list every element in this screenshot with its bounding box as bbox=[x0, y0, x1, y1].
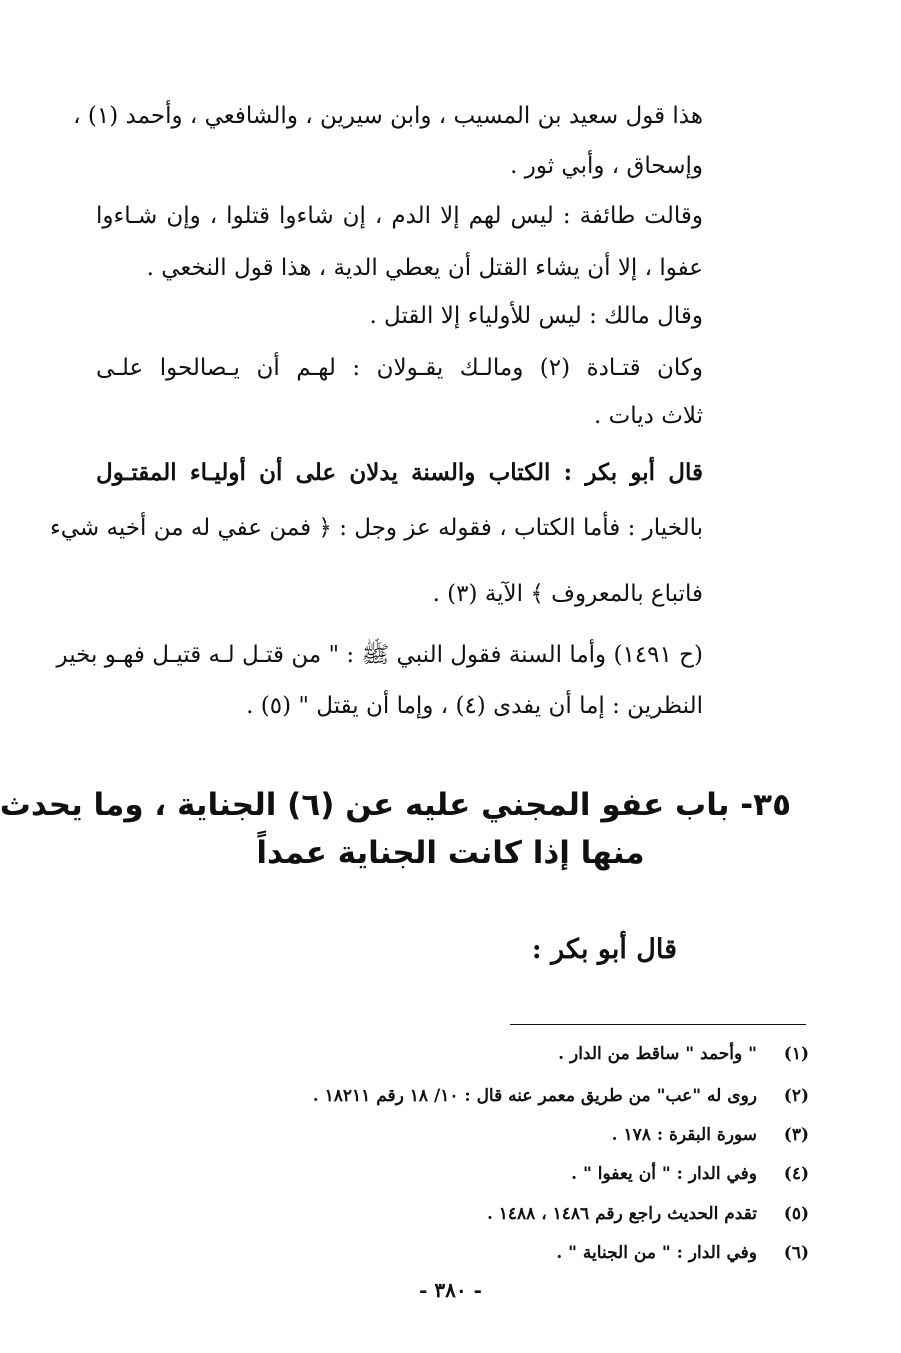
body-line-12: النظرين : إما أن يفدى (٤) ، وإما أن يقتل " (٥) . bbox=[246, 693, 703, 719]
body-line-10: فاتباع بالمعروف ﴾ الآية (٣) . bbox=[432, 581, 703, 607]
footnote-6-number: (٦) bbox=[783, 1243, 809, 1263]
body-line-11: (ح ١٤٩١) وأما السنة فقول النبي ﷺ : " من قتـل لـه قتيـل فهـو بخير bbox=[56, 642, 703, 668]
footnote-5-text: تقدم الحديث راجع رقم ١٤٨٦ ، ١٤٨٨ . bbox=[486, 1204, 757, 1224]
chapter-title-line-2: منها إذا كانت الجناية عمداً bbox=[256, 835, 645, 871]
footnote-2-number: (٢) bbox=[783, 1086, 809, 1106]
footnote-1-number: (١) bbox=[783, 1044, 809, 1064]
body-line-1: هذا قول سعيد بن المسيب ، وابن سيرين ، والشافعي ، وأحمد (١) ، bbox=[73, 103, 703, 129]
closing-line: قال أبو بكر : bbox=[531, 934, 677, 965]
body-line-7: ثلاث ديات . bbox=[593, 403, 703, 429]
chapter-title-line-1: ٣٥- باب عفو المجني عليه عن (٦) الجناية ، وما يحدث bbox=[0, 787, 791, 823]
footnote-4-number: (٤) bbox=[783, 1164, 809, 1184]
footnote-4-text: وفي الدار : " أن يعفوا " . bbox=[571, 1164, 757, 1184]
body-line-5: وقال مالك : ليس للأولياء إلا القتل . bbox=[369, 303, 703, 329]
footnote-1 bbox=[558, 1040, 809, 1068]
body-line-6: وكان قتـادة (٢) ومالـك يقـولان : لهـم أن يـصالحوا علـى bbox=[96, 355, 703, 381]
footnote-5 bbox=[487, 1200, 809, 1228]
footnote-3 bbox=[612, 1121, 809, 1149]
body-line-3: وقالت طائفة : ليس لهم إلا الدم ، إن شاءوا قتلوا ، وإن شـاءوا bbox=[96, 203, 703, 229]
footnote-3-text: سورة البقرة : ١٧٨ . bbox=[611, 1125, 757, 1145]
body-line-2: وإسحاق ، وأبي ثور . bbox=[510, 153, 703, 179]
footnote-1-text: " وأحمد " ساقط من الدار . bbox=[558, 1044, 757, 1064]
footnote-6-text: وفي الدار : " من الجناية " . bbox=[556, 1243, 757, 1263]
footnote-3-number: (٣) bbox=[783, 1125, 809, 1145]
footnote-separator bbox=[510, 1024, 806, 1025]
footnote-6 bbox=[556, 1239, 809, 1267]
footnote-5-number: (٥) bbox=[783, 1204, 809, 1224]
footnote-2-text: روى له "عب" من طريق معمر عنه قال : ١٠/ ١٨ رقم ١٨٢١١ . bbox=[312, 1086, 757, 1106]
body-line-8: قال أبو بكر : الكتاب والسنة يدلان على أن أوليـاء المقتـول bbox=[96, 459, 703, 486]
page-number: - ٣٨٠ - bbox=[419, 1278, 482, 1302]
body-line-4: عفوا ، إلا أن يشاء القتل أن يعطي الدية ، هذا قول النخعي . bbox=[146, 255, 703, 281]
body-line-9: بالخيار : فأما الكتاب ، فقوله عز وجل : ﴿ فمن عفي له من أخيه شيء bbox=[49, 515, 703, 541]
footnote-4 bbox=[571, 1160, 809, 1188]
footnote-2 bbox=[313, 1082, 809, 1110]
